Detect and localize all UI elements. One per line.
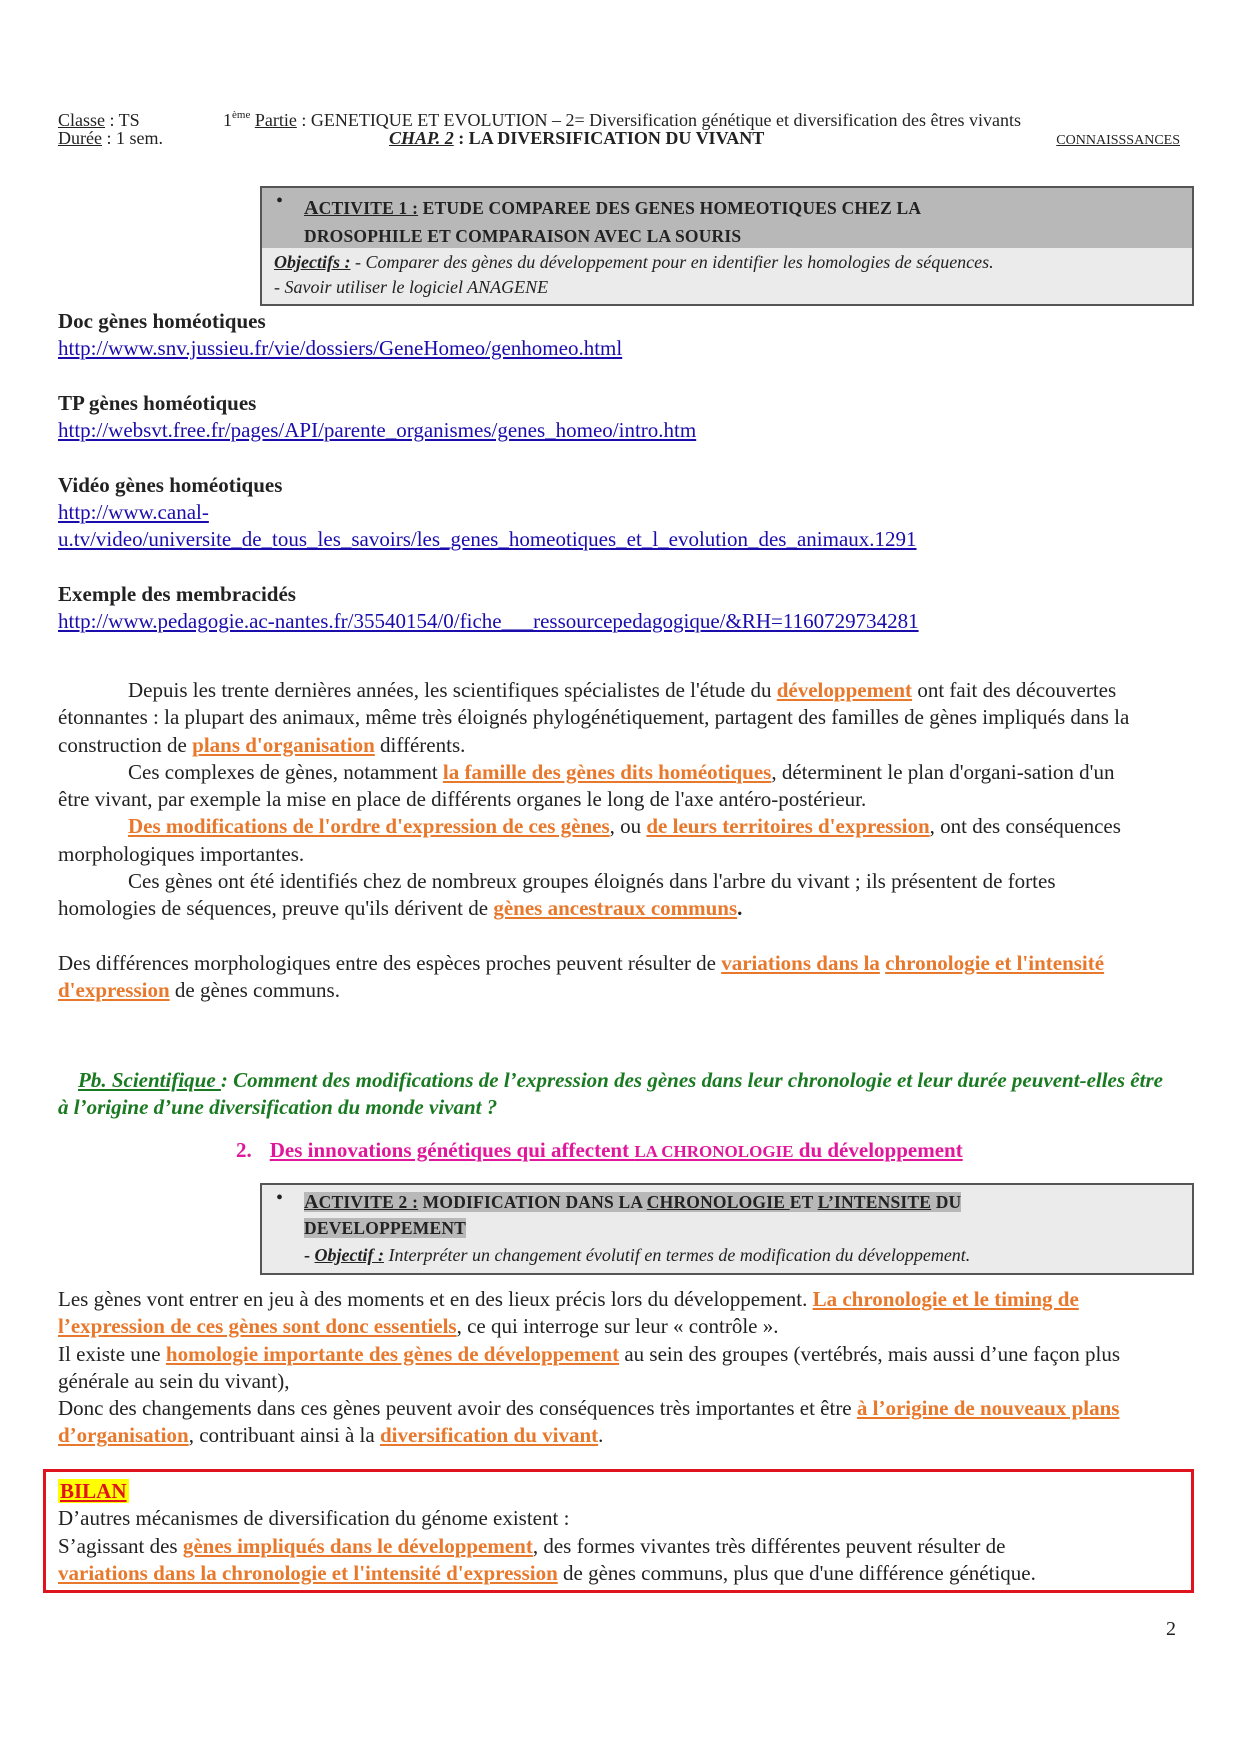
bilan-line-1: D’autres mécanismes de diversification du génome existent : [58, 1506, 570, 1531]
link-block-tp: TP gènes homéotiques http://websvt.free.fr/pages/API/parente_organismes/genes_homeo/intro.htm [58, 390, 1188, 444]
classe-field: Classe : TS [58, 110, 140, 130]
activity-2-text [58, 1286, 1178, 1450]
header-row-2 [58, 127, 1180, 149]
link-doc-genes-homeotiques[interactable]: http://www.snv.jussieu.fr/vie/dossiers/GeneHomeo/genhomeo.html [58, 336, 623, 360]
intro-paragraph-5: Des différences morphologiques entre des espèces proches peuvent résulter de variations dans la chronologie et l'intensité d'expression de gènes communs. [58, 950, 1105, 1002]
bilan-label: BILAN [60, 1479, 127, 1503]
page-number: 2 [1166, 1618, 1176, 1640]
chapter-title: CHAP. 2 : LA DIVERSIFICATION DU VIVANT [389, 128, 765, 148]
link-block-video: Vidéo gènes homéotiques http://www.canal- u.tv/video/universite_de_tous_les_savoirs/les_genes_homeotiques_et_l_evolution_des_animaux.1291 [58, 472, 1188, 553]
paragraph-chronologie: Les gènes vont entrer en jeu à des moments et en des lieux précis lors du développement. La chronologie et le timing de l’expression de ces gènes sont donc essentiels, ce qui interroge sur leur « contrôle ». [58, 1287, 1079, 1339]
activity-1-title-band [262, 188, 1192, 248]
link-block-doc: Doc gènes homéotiques http://www.snv.jussieu.fr/vie/dossiers/GeneHomeo/genhomeo.html [58, 308, 1188, 362]
section-2-heading: 2. Des innovations génétiques qui affectent LA CHRONOLOGIE du développement [236, 1138, 963, 1162]
partie-field: 1ème Partie : GENETIQUE ET EVOLUTION – 2= Diversification génétique et diversification des êtres vivants [223, 109, 1021, 130]
link-membracides[interactable]: http://www.pedagogie.ac-nantes.fr/35540154/0/fiche___ressourcepedagogique/&RH=1160729734281 [58, 609, 919, 633]
activity-1-box [260, 186, 1194, 306]
link-block-membracides: Exemple des membracidés http://www.pedagogie.ac-nantes.fr/35540154/0/fiche___ressourcepedagogique/&RH=1160729734281 [58, 581, 1188, 635]
intro-paragraph-4: Ces gènes ont été identifiés chez de nombreux groupes éloignés dans l'arbre du vivant ; ils présentent de fortes homologies de séquences, preuve qu'ils dérivent de gènes ancestraux communs. [58, 869, 1056, 921]
duree-field: Durée : 1 sem. [58, 128, 163, 148]
intro-paragraph-3: Des modifications de l'ordre d'expression de ces gènes, ou de leurs territoires d'expression, ont des conséquences morphologiques importantes. [58, 814, 1121, 866]
bilan-line-2: S’agissant des gènes impliqués dans le développement, des formes vivantes très différentes peuvent résulter de [58, 1533, 1006, 1558]
bullet-icon: • [276, 1187, 284, 1209]
bullet-icon: • [276, 190, 284, 212]
activity-2-title: • ACTIVITE 2 : MODIFICATION DANS LA CHRONOLOGIE ET L’INTENSITE DU DEVELOPPEMENT [276, 1187, 962, 1238]
activity-2-box [260, 1183, 1194, 1275]
link-video-genes-homeotiques[interactable]: http://www.canal- u.tv/video/universite_de_tous_les_savoirs/les_genes_homeotiques_et_l_evolution_des_animaux.1291 [58, 500, 917, 551]
scientific-problem: Pb. Scientifique : Comment des modifications de l’expression des gènes dans leur chronologie et leur durée peuvent-elles être à l’origine d’une diversification du monde vivant ? [58, 1068, 1163, 1119]
intro-text [58, 677, 1138, 1004]
intro-paragraph-1: Depuis les trente dernières années, les scientifiques spécialistes de l'étude du développement ont fait des découvertes étonnantes : la plupart des animaux, même très éloignés phylogénétiquement, partagent des familles de gènes impliqués dans la construction de plans d'organisation différents. [58, 678, 1130, 757]
intro-paragraph-2: Ces complexes de gènes, notamment la famille des gènes dits homéotiques, déterminent le plan d'organi-sation d'un être vivant, par exemple la mise en place de différents organes le long de l'axe antéro-postérieur. [58, 759, 1115, 812]
activity-2-objective: - Objectif : Interpréter un changement évolutif en termes de modification du développement. [304, 1245, 971, 1265]
activity-1-objectives: Objectifs : - Comparer des gènes du développement pour en identifier les homologies de séquences. - Savoir utiliser le logiciel ANAGENE [274, 252, 994, 297]
paragraph-changements: Donc des changements dans ces gènes peuvent avoir des conséquences très importantes et être à l’origine de nouveaux plans d’organisation, contribuant ainsi à la diversification du vivant. [58, 1396, 1120, 1448]
connaissances-label: CONNAISSSANCES [1056, 133, 1180, 148]
bilan-box [43, 1469, 1194, 1593]
bilan-line-3: variations dans la chronologie et l'intensité d'expression de gènes communs, plus que d'une différence génétique. [58, 1560, 1036, 1585]
link-tp-genes-homeotiques[interactable]: http://websvt.free.fr/pages/API/parente_organismes/genes_homeo/intro.htm [58, 418, 697, 442]
paragraph-homologie: Il existe une homologie importante des gènes de développement au sein des groupes (vertébrés, mais aussi d’une façon plus générale au sein du vivant), [58, 1341, 1121, 1393]
activity-1-title: ACTIVITE 1 : ETUDE COMPAREE DES GENES HOMEOTIQUES CHEZ LA DROSOPHILE ET COMPARAISON AVEC LA SOURIS [304, 197, 922, 246]
